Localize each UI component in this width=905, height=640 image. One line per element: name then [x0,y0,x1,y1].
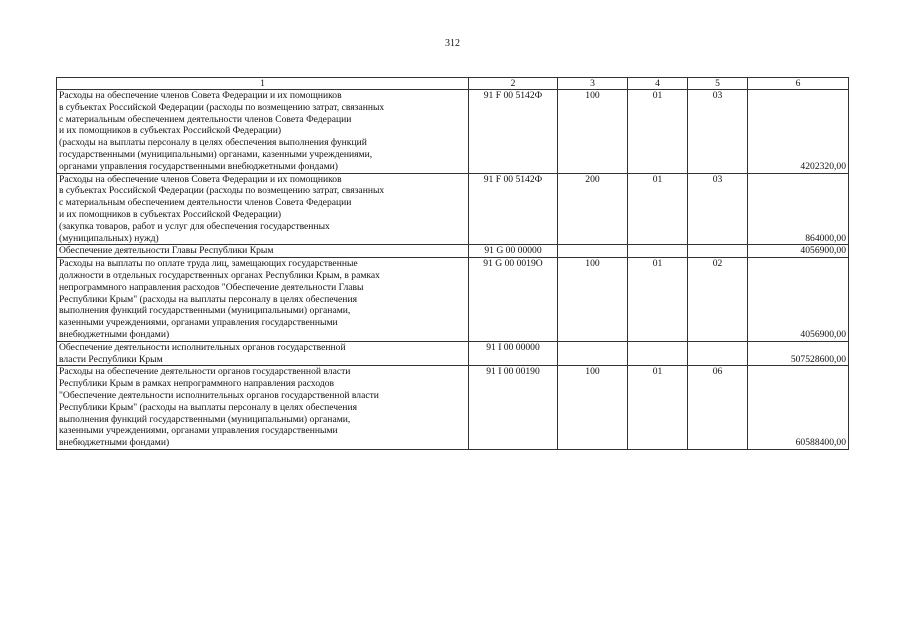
page-number: 312 [445,38,460,49]
expense-description [57,341,469,366]
description-line: Республики Крым" (расходы на выплаты персоналу в целях обеспечения [59,401,357,413]
description-line: (расходы на выплаты персоналу в целях обеспечения выполнения функций [59,137,367,149]
description-line: с материальным обеспечением деятельности членов Совета Федерации [59,113,352,125]
target-article-code: 91 F 00 5142Ф [469,90,558,174]
budget-table [56,77,849,450]
section-code: 01 [628,90,688,174]
description-line: (муниципальных) нужд) [59,232,159,244]
column-header: 3 [558,78,628,90]
expense-type-code: 100 [558,366,628,450]
description-line: Республики Крым в рамках непрограммного направления расходов [59,378,335,390]
subsection-code [688,245,748,258]
table-body [57,90,849,450]
expense-type-code [558,341,628,366]
description-line: Обеспечение деятельности исполнительных органов государственной [59,341,346,353]
description-line: органами управления государственными внебюджетными фондами) [59,160,338,172]
description-line: (закупка товаров, работ и услуг для обеспечения государственных [59,220,330,232]
amount: 507528600,00 [748,341,849,366]
amount: 4056900,00 [748,258,849,342]
description-line: Расходы на обеспечение членов Совета Федерации и их помощников [59,90,342,101]
amount: 4202320,00 [748,90,849,174]
description-line: и их помощников в субъектах Российской Федерации) [59,208,282,220]
expense-type-code: 100 [558,258,628,342]
target-article-code: 91 G 00 0019О [469,258,558,342]
description-line: непрограммного направления расходов "Обеспечение деятельности Главы [59,281,364,293]
description-line: Расходы на обеспечение деятельности органов государственной власти [59,366,351,378]
target-article-code: 91 F 00 5142Ф [469,173,558,245]
expense-description [57,258,469,342]
column-header: 1 [57,78,469,90]
table-row [57,366,849,450]
section-code: 01 [628,258,688,342]
section-code [628,245,688,258]
description-line: государственными (муниципальными) органами, казенными учреждениями, [59,148,373,160]
column-header: 2 [469,78,558,90]
target-article-code: 91 G 00 00000 [469,245,558,258]
column-header: 4 [628,78,688,90]
expense-description [57,90,469,174]
description-line: Обеспечение деятельности Главы Республики Крым [59,245,274,257]
amount: 4056900,00 [748,245,849,258]
expense-description [57,366,469,450]
expense-description [57,245,469,258]
amount: 60588400,00 [748,366,849,450]
subsection-code: 03 [688,90,748,174]
description-line: Расходы на выплаты по оплате труда лиц, замещающих государственные [59,258,358,270]
subsection-code: 03 [688,173,748,245]
description-line: Расходы на обеспечение членов Совета Федерации и их помощников [59,173,342,185]
header-row [57,78,849,90]
subsection-code [688,341,748,366]
table-row [57,258,849,342]
expense-type-code: 100 [558,90,628,174]
description-line: внебюджетными фондами) [59,328,170,340]
description-line: должности в отдельных государственных органах Республики Крым, в рамках [59,269,380,281]
expense-type-code [558,245,628,258]
target-article-code: 91 I 00 00190 [469,366,558,450]
description-line: внебюджетными фондами) [59,437,170,449]
subsection-code: 02 [688,258,748,342]
description-line: "Обеспечение деятельности исполнительных органов государственной власти [59,389,379,401]
description-line: выполнения функций государственными (муниципальными) органами, [59,305,351,317]
subsection-code: 06 [688,366,748,450]
expense-description [57,173,469,245]
description-line: в субъектах Российской Федерации (расходы по возмещению затрат, связанных [59,185,385,197]
description-line: казенными учреждениями, органами управления государственными [59,317,338,329]
column-header: 5 [688,78,748,90]
target-article-code: 91 I 00 00000 [469,341,558,366]
description-line: выполнения функций государственными (муниципальными) органами, [59,413,351,425]
description-line: в субъектах Российской Федерации (расходы по возмещению затрат, связанных [59,101,385,113]
description-line: власти Республики Крым [59,353,163,365]
description-line: Республики Крым" (расходы на выплаты персоналу в целях обеспечения [59,293,357,305]
amount: 864000,00 [748,173,849,245]
table-row [57,341,849,366]
description-line: с материальным обеспечением деятельности членов Совета Федерации [59,197,352,209]
section-code [628,341,688,366]
table-row [57,245,849,258]
description-line: казенными учреждениями, органами управления государственными [59,425,338,437]
table-row [57,90,849,174]
table-row [57,173,849,245]
column-header: 6 [748,78,849,90]
section-code: 01 [628,366,688,450]
expense-type-code: 200 [558,173,628,245]
description-line: и их помощников в субъектах Российской Федерации) [59,125,282,137]
section-code: 01 [628,173,688,245]
